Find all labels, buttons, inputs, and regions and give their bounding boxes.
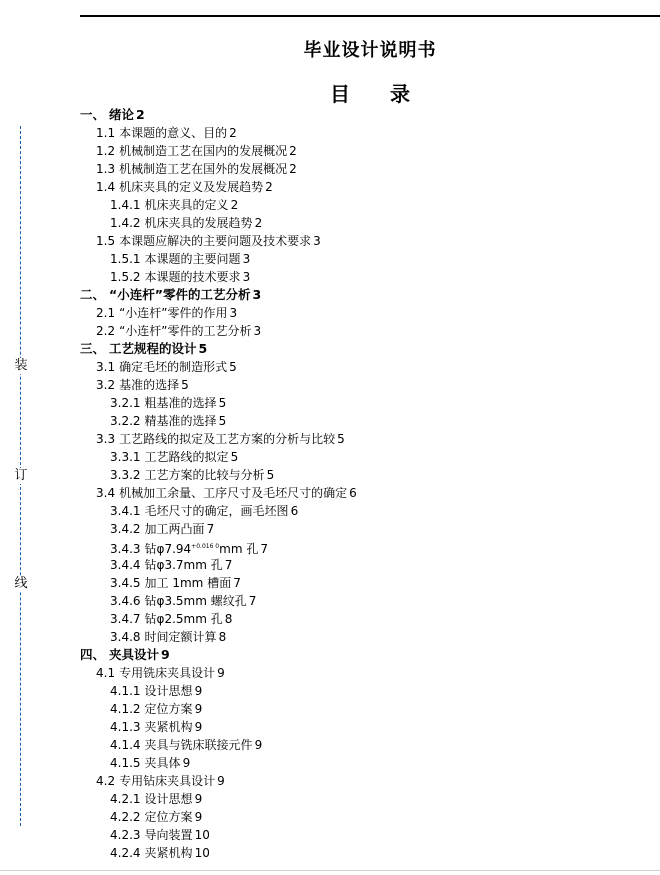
toc-entry-title: 精基准的选择: [144, 414, 217, 428]
toc-entry[interactable]: [80, 106, 660, 124]
toc-entry-page: 5: [181, 378, 189, 392]
toc-entry-page: 9: [194, 720, 203, 734]
toc-entry-page: 7: [248, 594, 257, 608]
toc-entry-number: 4.2.2: [110, 810, 141, 824]
toc-entry[interactable]: [80, 340, 660, 358]
toc-entry-page: 6: [349, 486, 357, 500]
toc-entry-page: 3: [252, 287, 262, 302]
toc-entry[interactable]: [80, 664, 660, 682]
top-rule: [80, 15, 660, 17]
toc-entry-title: 本课题的主要问题: [144, 252, 241, 266]
toc-entry[interactable]: [80, 556, 660, 574]
toc-entry[interactable]: [80, 214, 660, 232]
toc-entry-page: 8: [218, 630, 227, 644]
toc-entry[interactable]: [80, 628, 660, 646]
toc-entry-number: 3.2.2: [110, 414, 141, 428]
toc-entry-number: 4.2: [96, 774, 116, 788]
toc-entry-number: 1.1: [96, 126, 116, 140]
toc-entry[interactable]: [80, 700, 660, 718]
toc-entry[interactable]: [80, 430, 660, 448]
toc-entry[interactable]: [80, 754, 660, 772]
toc-entry-page: 7: [224, 558, 233, 572]
toc-entry-title: 本课题应解决的主要问题及技术要求: [119, 234, 312, 248]
toc-entry-page: 9: [217, 774, 225, 788]
toc-entry-title: 设计思想: [144, 792, 193, 806]
toc-entry-number: 4.1.4: [110, 738, 141, 752]
toc-entry[interactable]: [80, 142, 660, 160]
toc-entry-page: 7: [206, 522, 215, 536]
toc-entry[interactable]: [80, 412, 660, 430]
toc-entry[interactable]: [80, 124, 660, 142]
toc-entry[interactable]: [80, 736, 660, 754]
toc-entry-page: 2: [265, 180, 273, 194]
toc-entry-number: 1.4.2: [110, 216, 141, 230]
toc-entry-page: 7: [260, 542, 268, 556]
toc-entry-title: 本课题的意义、目的: [119, 126, 228, 140]
toc-entry-number: 3.4.2: [110, 522, 141, 536]
toc-entry[interactable]: [80, 286, 660, 304]
toc-entry-page: 3: [313, 234, 321, 248]
toc-entry[interactable]: [80, 196, 660, 214]
toc-entry-number: 1.5.2: [110, 270, 141, 284]
toc-entry-page: 6: [290, 504, 299, 518]
toc-entry-number: 4.2.4: [110, 846, 141, 860]
toc-entry-page: 10: [194, 846, 210, 860]
toc-entry-page: 2: [136, 107, 145, 122]
toc-entry-page: 9: [161, 647, 170, 662]
toc-entry[interactable]: [80, 772, 660, 790]
toc-entry-title: 导向装置: [144, 828, 193, 842]
toc-entry-title: 加工 1mm 槽面: [144, 576, 232, 590]
toc-entry-page: 5: [230, 450, 239, 464]
toc-entry-title: 机床夹具的定义: [144, 198, 229, 212]
toc-entry-number: 4.1.1: [110, 684, 141, 698]
toc-entry-number: 4.1.2: [110, 702, 141, 716]
toc-entry-title: 工艺规程的设计: [109, 341, 197, 356]
toc-entry-number: 3.4: [96, 486, 116, 500]
toc-entry-title: 专用铣床夹具设计: [119, 666, 216, 680]
toc-entry-title: 机械制造工艺在国外的发展概况: [119, 162, 288, 176]
toc-entry-number: 3.4.1: [110, 504, 141, 518]
toc-entry-number: 三、: [80, 341, 106, 356]
toc-entry-number: 3.4.8: [110, 630, 141, 644]
toc-entry[interactable]: [80, 790, 660, 808]
toc-entry-page: 9: [217, 666, 225, 680]
toc-entry[interactable]: [80, 718, 660, 736]
toc-entry-title: 毛坯尺寸的确定，画毛坯图: [144, 504, 289, 518]
toc-entry-page: 7: [233, 576, 241, 590]
toc-entry-title: 时间定额计算: [144, 630, 217, 644]
toc-entry-number: 3.1: [96, 360, 116, 374]
toc-entry-title: 本课题的技术要求: [144, 270, 241, 284]
toc-entry-title: 工艺路线的拟定及工艺方案的分析与比较: [119, 432, 336, 446]
toc-entry-page: 9: [194, 684, 203, 698]
toc-entry[interactable]: [80, 574, 660, 592]
toc-entry[interactable]: [80, 646, 660, 664]
toc-entry[interactable]: [80, 844, 660, 862]
toc-entry[interactable]: [80, 232, 660, 250]
toc-entry-page: 9: [254, 738, 263, 752]
toc-entry-title: 钻φ3.7mm 孔: [144, 558, 223, 572]
toc-entry[interactable]: [80, 268, 660, 286]
toc-entry-page: 2: [254, 216, 263, 230]
toc-entry-title: 机床夹具的定义及发展趋势: [119, 180, 264, 194]
toc-entry-number: 3.3.1: [110, 450, 141, 464]
toc-entry-title: 工艺路线的拟定: [144, 450, 229, 464]
toc-entry[interactable]: [80, 826, 660, 844]
toc-entry[interactable]: [80, 160, 660, 178]
toc-heading: [80, 78, 660, 107]
toc-entry-page: 9: [182, 756, 191, 770]
toc-entry-title: 定位方案: [144, 702, 193, 716]
toc-entry-title: 夹具体: [144, 756, 181, 770]
toc-entry-number: 2.2: [96, 324, 116, 338]
toc-entry-number: 4.2.1: [110, 792, 141, 806]
toc-entry-page: 8: [224, 612, 233, 626]
toc-entry[interactable]: [80, 394, 660, 412]
toc-entry-number: 2.1: [96, 306, 116, 320]
toc-entry[interactable]: [80, 538, 660, 556]
toc-entry-number: 1.4.1: [110, 198, 141, 212]
toc-entry[interactable]: [80, 178, 660, 196]
toc-entry-page: 2: [230, 198, 239, 212]
toc-entry-number: 3.2: [96, 378, 116, 392]
toc-entry-number: 4.1.3: [110, 720, 141, 734]
toc-entry-number: 四、: [80, 647, 106, 662]
toc-entry-page: 5: [229, 360, 237, 374]
toc-entry-title: 确定毛坯的制造形式: [119, 360, 228, 374]
toc-entry-title: 机床夹具的发展趋势: [144, 216, 253, 230]
toc-entry-page: 2: [229, 126, 237, 140]
toc-entry-number: 1.5: [96, 234, 116, 248]
toc-entry-title: “小连杆”零件的作用: [119, 306, 228, 320]
toc-entry-page: 3: [253, 324, 262, 338]
toc-entry-title: “小连杆”零件的工艺分析: [109, 287, 251, 302]
toc-entry[interactable]: [80, 358, 660, 376]
toc-entry-title-suffix: mm 孔: [219, 542, 259, 556]
toc-entry-page: 9: [194, 810, 203, 824]
toc-entry-number: 3.4.5: [110, 576, 141, 590]
toc-entry[interactable]: [80, 520, 660, 538]
toc-entry-page: 2: [289, 144, 297, 158]
toc-entry-title: 钻φ7.94: [144, 542, 192, 556]
toc-entry-title: “小连杆”零件的工艺分析: [119, 324, 252, 338]
toc-entry-title: 基准的选择: [119, 378, 180, 392]
toc-entry-number: 1.4: [96, 180, 116, 194]
toc-entry[interactable]: [80, 304, 660, 322]
page-bottom-edge: [0, 870, 660, 875]
toc-entry-page: 5: [218, 414, 227, 428]
binding-mark-ding: 订: [14, 468, 28, 483]
toc-entry-title: 粗基准的选择: [144, 396, 217, 410]
toc-entry-number: 4.1: [96, 666, 116, 680]
document-title: 毕业设计说明书: [303, 40, 437, 61]
toc-entry-page: 5: [218, 396, 227, 410]
toc-entry[interactable]: [80, 250, 660, 268]
toc-entry-title: 夹具设计: [109, 647, 160, 662]
toc-entry-page: 10: [194, 828, 210, 842]
toc-heading-char-1: 目: [330, 82, 350, 106]
toc-entry-number: 3.4.3: [110, 542, 141, 556]
toc-entry-title: 设计思想: [144, 684, 193, 698]
toc-entry-number: 4.1.5: [110, 756, 141, 770]
toc-entry-page: 9: [194, 792, 203, 806]
toc-entry-page: 3: [242, 252, 251, 266]
toc-entry-title: 机械制造工艺在国内的发展概况: [119, 144, 288, 158]
toc-entry-title: 加工两凸面: [144, 522, 205, 536]
toc-entry-page: 2: [289, 162, 297, 176]
toc-entry-title: 绪论: [109, 107, 135, 122]
toc-entry[interactable]: [80, 610, 660, 628]
toc-entry[interactable]: [80, 466, 660, 484]
toc-entry[interactable]: [80, 376, 660, 394]
toc-entry[interactable]: [80, 808, 660, 826]
toc-entry-title: 夹具与铣床联接元件: [144, 738, 253, 752]
toc-entry-title: 专用钻床夹具设计: [119, 774, 216, 788]
toc-entry-page: 5: [337, 432, 345, 446]
toc-entry[interactable]: [80, 502, 660, 520]
toc-entry-number: 3.3: [96, 432, 116, 446]
toc-entry[interactable]: [80, 592, 660, 610]
toc-entry-page: 5: [266, 468, 275, 482]
toc-entry[interactable]: [80, 682, 660, 700]
toc-entry-title: 钻φ2.5mm 孔: [144, 612, 223, 626]
toc-entry-number: 1.5.1: [110, 252, 141, 266]
table-of-contents: [80, 106, 660, 862]
toc-entry-number: 3.2.1: [110, 396, 141, 410]
toc-entry[interactable]: [80, 448, 660, 466]
toc-entry-page: 5: [198, 341, 208, 356]
toc-entry-tolerance: +0.016 0: [191, 543, 220, 550]
binding-mark-xian: 线: [14, 576, 28, 591]
toc-entry-title: 定位方案: [144, 810, 193, 824]
toc-entry-number: 1.2: [96, 144, 116, 158]
binding-mark-zhuang: 装: [14, 358, 28, 373]
toc-entry-page: 3: [229, 306, 238, 320]
toc-entry[interactable]: [80, 322, 660, 340]
toc-entry-number: 3.4.6: [110, 594, 141, 608]
toc-entry-title: 夹紧机构: [144, 720, 193, 734]
toc-heading-char-2: 录: [390, 82, 410, 106]
toc-entry[interactable]: [80, 484, 660, 502]
toc-entry-page: 3: [242, 270, 251, 284]
toc-entry-number: 3.3.2: [110, 468, 141, 482]
toc-entry-number: 3.4.7: [110, 612, 141, 626]
toc-entry-number: 一、: [80, 107, 106, 122]
toc-entry-page: 9: [194, 702, 203, 716]
toc-entry-title: 钻φ3.5mm 螺纹孔: [144, 594, 247, 608]
toc-entry-number: 二、: [80, 287, 106, 302]
toc-entry-title: 机械加工余量、工序尺寸及毛坯尺寸的确定: [119, 486, 348, 500]
toc-entry-title: 夹紧机构: [144, 846, 193, 860]
toc-entry-number: 3.4.4: [110, 558, 141, 572]
toc-entry-number: 1.3: [96, 162, 116, 176]
toc-entry-number: 4.2.3: [110, 828, 141, 842]
toc-entry-title: 工艺方案的比较与分析: [144, 468, 265, 482]
